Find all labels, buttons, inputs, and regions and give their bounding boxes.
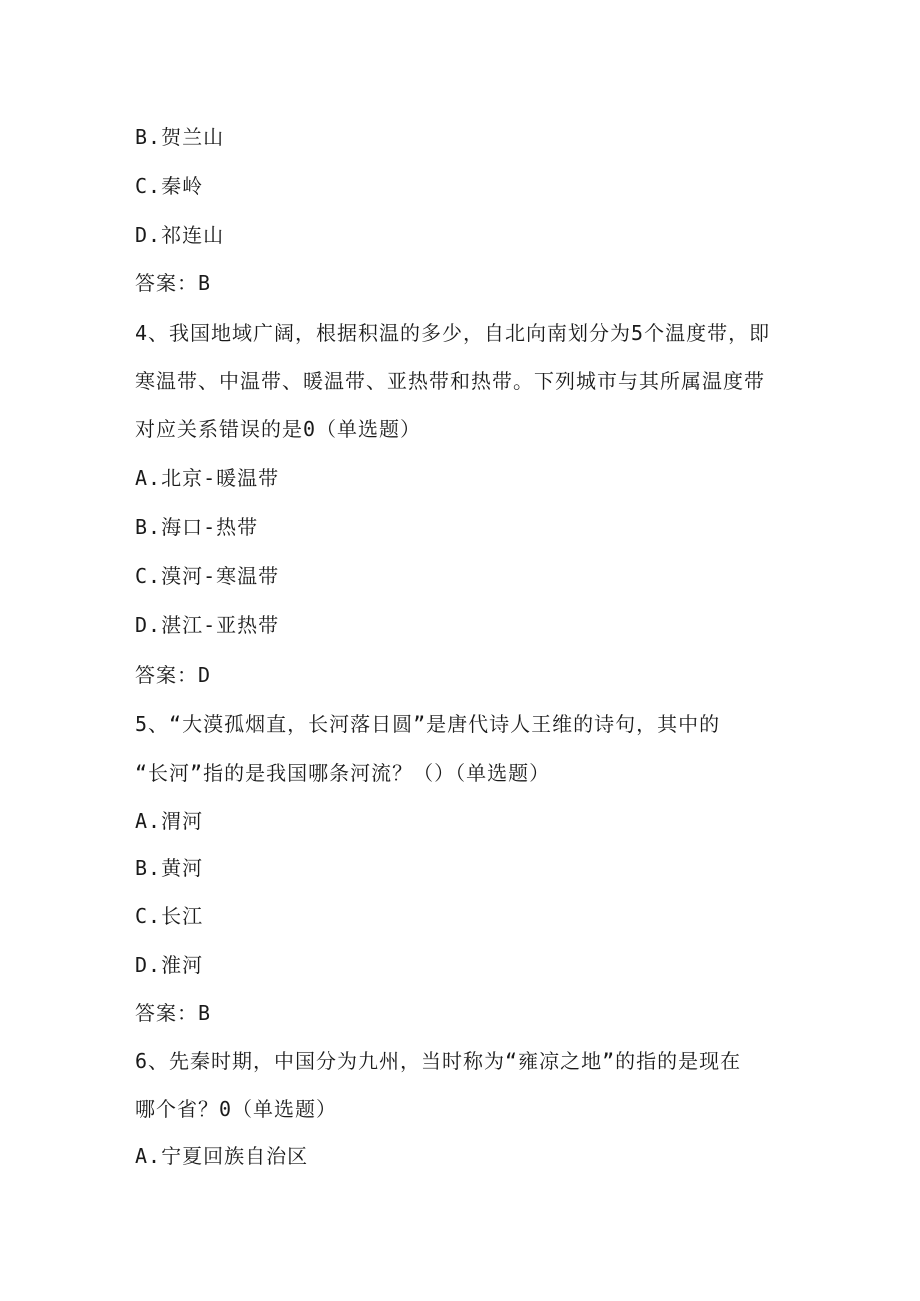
- q4-option-a: A.北京-暖温带: [135, 466, 280, 490]
- q5-option-b: B.黄河: [135, 856, 204, 880]
- q6-option-a: A.宁夏回族自治区: [135, 1144, 309, 1168]
- q6-text-line-2: 哪个省？0（单选题）: [135, 1097, 338, 1121]
- q4-text-line-2: 寒温带、中温带、暖温带、亚热带和热带。下列城市与其所属温度带: [135, 369, 765, 393]
- q5-option-d: D.淮河: [135, 953, 204, 977]
- q4-option-c: C.漠河-寒温带: [135, 564, 280, 588]
- q3-option-c: C.秦岭: [135, 174, 204, 198]
- q5-text-line-2: “长河”指的是我国哪条河流？（）（单选题）: [135, 761, 551, 785]
- q5-option-a: A.渭河: [135, 809, 204, 833]
- q4-answer: 答案：D: [135, 663, 212, 687]
- q4-option-b: B.海口-热带: [135, 515, 259, 539]
- q4-text-line-1: 4、我国地域广阔，根据积温的多少，自北向南划分为5个温度带，即: [135, 321, 771, 345]
- q3-option-d: D.祁连山: [135, 223, 225, 247]
- q5-answer: 答案：B: [135, 1001, 212, 1025]
- q3-answer: 答案：B: [135, 271, 212, 295]
- q3-option-b: B.贺兰山: [135, 125, 225, 149]
- q4-option-d: D.湛江-亚热带: [135, 613, 280, 637]
- q5-text-line-1: 5、“大漠孤烟直，长河落日圆”是唐代诗人王维的诗句，其中的: [135, 712, 721, 736]
- q4-text-line-3: 对应关系错误的是0（单选题）: [135, 417, 422, 441]
- q6-text-line-1: 6、先秦时期，中国分为九州，当时称为“雍凉之地”的指的是现在: [135, 1049, 742, 1073]
- q5-option-c: C.长江: [135, 904, 204, 928]
